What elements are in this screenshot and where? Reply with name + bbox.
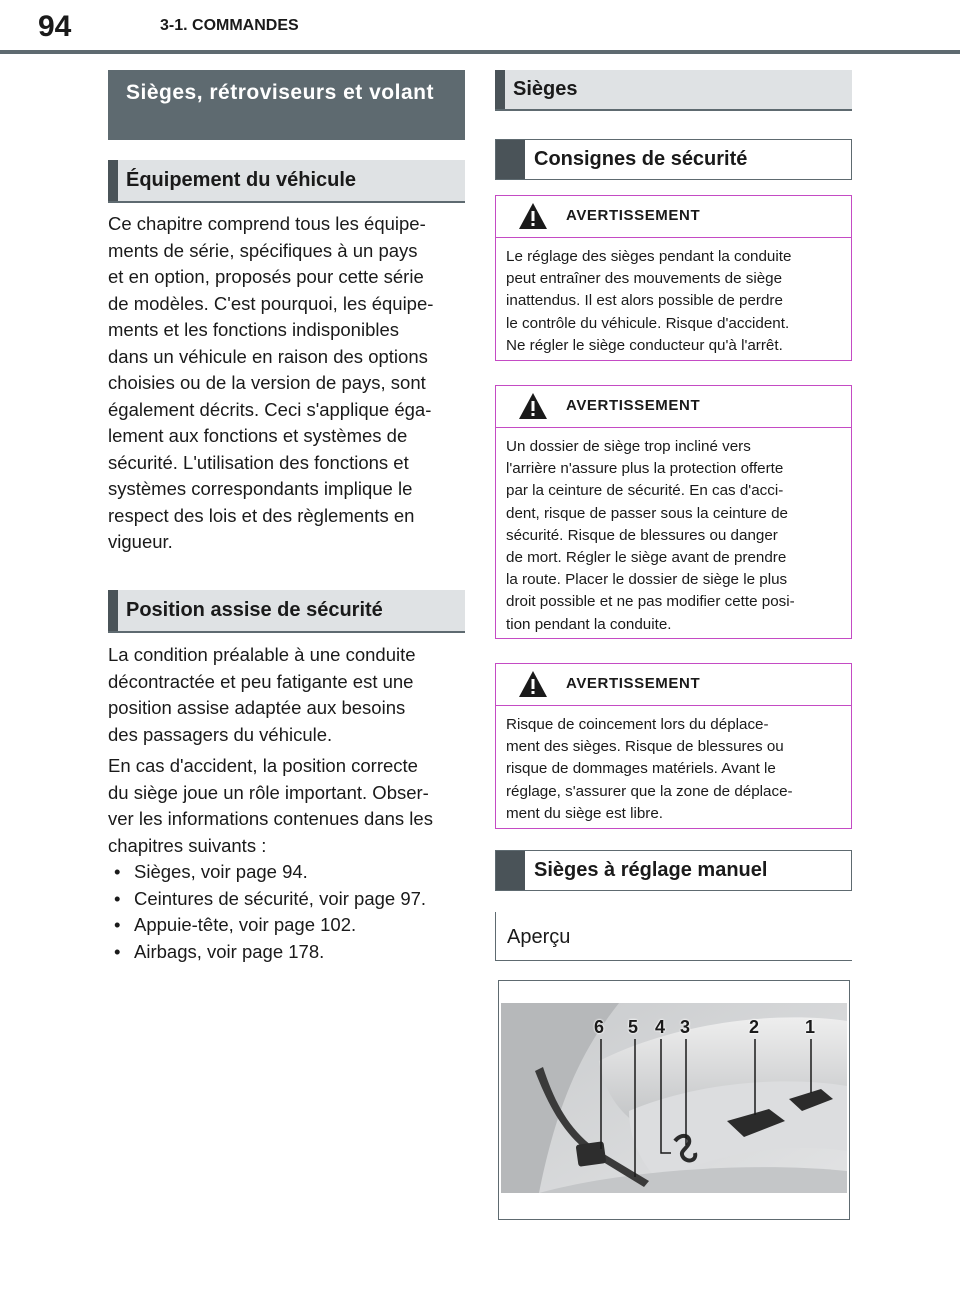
text-line: Risque de coincement lors du déplace- <box>506 716 769 733</box>
text-line: vigueur. <box>108 531 173 552</box>
warning-header <box>496 196 851 238</box>
text-line: et en option, proposés pour cette série <box>108 266 424 287</box>
equipement-paragraph <box>108 211 468 556</box>
text-line: peut entraîner des mouvements de siège <box>506 270 783 288</box>
text-line: risque de dommages matériels. Avant le <box>506 760 776 778</box>
callout-label: 1 <box>805 1017 816 1037</box>
section-heading-text: Équipement du véhicule <box>126 169 357 191</box>
text-line: ment du siège est libre. <box>506 804 664 822</box>
text-line: ments de série, spécifiques à un pays <box>108 239 418 261</box>
text-line: sécurité. L'utilisation des fonctions et <box>108 451 409 473</box>
warning-triangle-icon <box>518 202 548 230</box>
subheading-reglage-manuel <box>495 850 852 891</box>
heading-bar <box>495 70 505 109</box>
warning-box <box>495 385 852 639</box>
text-line: réglage, s'assurer que la zone de déplace- <box>506 782 793 800</box>
text-line: dans un véhicule en raison des options <box>108 345 428 367</box>
text-line: par la ceinture de sécurité. En cas d'acci- <box>506 482 784 500</box>
apercu-text: Aperçu <box>507 926 571 948</box>
text-line: droit possible et ne pas modifier cette posi- <box>506 593 795 611</box>
text-line: du siège joue un rôle important. Obser- <box>108 781 429 803</box>
text-line: le contrôle du véhicule. Risque d'accident. <box>506 314 790 332</box>
warning-title: AVERTISSEMENT <box>566 675 701 692</box>
callout-label: 4 <box>655 1017 666 1037</box>
text-line: Le réglage des sièges pendant la conduite <box>506 248 792 265</box>
heading-bar <box>108 160 118 201</box>
text-line: lement aux fonctions et systèmes de <box>108 425 408 446</box>
warning-box <box>495 663 852 829</box>
text-line: La condition préalable à une conduite <box>108 644 416 665</box>
text-line: tion pendant la conduite. <box>506 615 672 633</box>
text-line: ment des sièges. Risque de blessures ou <box>506 738 784 756</box>
warning-header <box>496 664 851 706</box>
text-line: systèmes correspondants implique le <box>108 478 413 499</box>
text-line: dent, risque de passer sous la ceinture de <box>506 504 788 522</box>
text-line: ver les informations contenues dans les <box>108 808 433 829</box>
list-item: • Ceintures de sécurité, voir page 97. <box>108 886 468 913</box>
text-line: respect des lois et des règlements en <box>108 504 415 526</box>
heading-bar <box>496 140 525 179</box>
section-heading-text: Position assise de sécurité <box>126 599 383 621</box>
position-paragraph-1 <box>108 642 468 748</box>
text-line: décontractée et peu fatigante est une <box>108 670 414 692</box>
seat-controls-figure <box>498 980 850 1220</box>
callout-label: 6 <box>594 1017 605 1037</box>
header-rule <box>0 50 960 54</box>
text-line: ments et les fonctions indisponibles <box>108 319 400 340</box>
apercu-heading <box>495 912 852 961</box>
section-heading-text: Sièges <box>513 78 578 100</box>
text-line: la route. Placer le dossier de siège le plus <box>506 571 788 589</box>
warning-title: AVERTISSEMENT <box>566 207 701 224</box>
warning-triangle-icon <box>518 392 548 420</box>
text-line: également décrits. Ceci s'applique éga- <box>108 398 432 420</box>
heading-bar <box>496 851 525 890</box>
text-line: En cas d'accident, la position correcte <box>108 755 418 776</box>
subheading-text: Sièges à réglage manuel <box>534 859 768 881</box>
text-line: choisies ou de la version de pays, sont <box>108 372 426 393</box>
warning-text <box>496 706 851 825</box>
text-line: de modèles. C'est pourquoi, les équipe- <box>108 292 434 314</box>
main-heading-text: Sièges, rétroviseurs et volant <box>126 81 434 104</box>
warning-box <box>495 195 852 361</box>
warning-triangle-icon <box>518 670 548 698</box>
text-line: l'arrière n'assure plus la protection offerte <box>506 460 784 478</box>
warning-title: AVERTISSEMENT <box>566 397 701 414</box>
subheading-text: Consignes de sécurité <box>534 148 748 170</box>
text-line: Ne régler le siège conducteur qu'à l'arrêt. <box>506 336 783 354</box>
seat-illustration <box>499 981 849 1219</box>
text-line: sécurité. Risque de blessures ou danger <box>506 526 778 544</box>
subheading-consignes <box>495 139 852 180</box>
callout-label: 5 <box>628 1017 639 1037</box>
section-heading-position <box>108 590 465 633</box>
position-paragraph-2 <box>108 753 468 965</box>
chapter-title: 3-1. COMMANDES <box>160 17 299 34</box>
text-line: inattendus. Il est alors possible de perdre <box>506 292 783 310</box>
warning-header <box>496 386 851 428</box>
warning-text <box>496 238 851 357</box>
page-header <box>0 0 960 54</box>
page-number: 94 <box>38 10 72 43</box>
text-line: Ce chapitre comprend tous les équipe- <box>108 213 426 234</box>
reference-list <box>108 859 468 965</box>
text-line: Un dossier de siège trop incliné vers <box>506 438 751 455</box>
text-line: chapitres suivants : <box>108 834 267 856</box>
text-line: position assise adaptée aux besoins <box>108 697 406 718</box>
text-line: de mort. Régler le siège avant de prendre <box>506 549 787 567</box>
text-line: des passagers du véhicule. <box>108 723 333 745</box>
warning-text <box>496 428 851 636</box>
callout-label: 2 <box>749 1017 760 1037</box>
section-heading-equipement <box>108 160 465 203</box>
section-heading-sieges <box>495 70 852 111</box>
main-heading <box>108 70 465 140</box>
list-item: • Appuie-tête, voir page 102. <box>108 912 468 939</box>
list-item: • Airbags, voir page 178. <box>108 939 468 966</box>
callout-label: 3 <box>680 1017 691 1037</box>
list-item: • Sièges, voir page 94. <box>108 859 468 886</box>
heading-bar <box>108 590 118 631</box>
